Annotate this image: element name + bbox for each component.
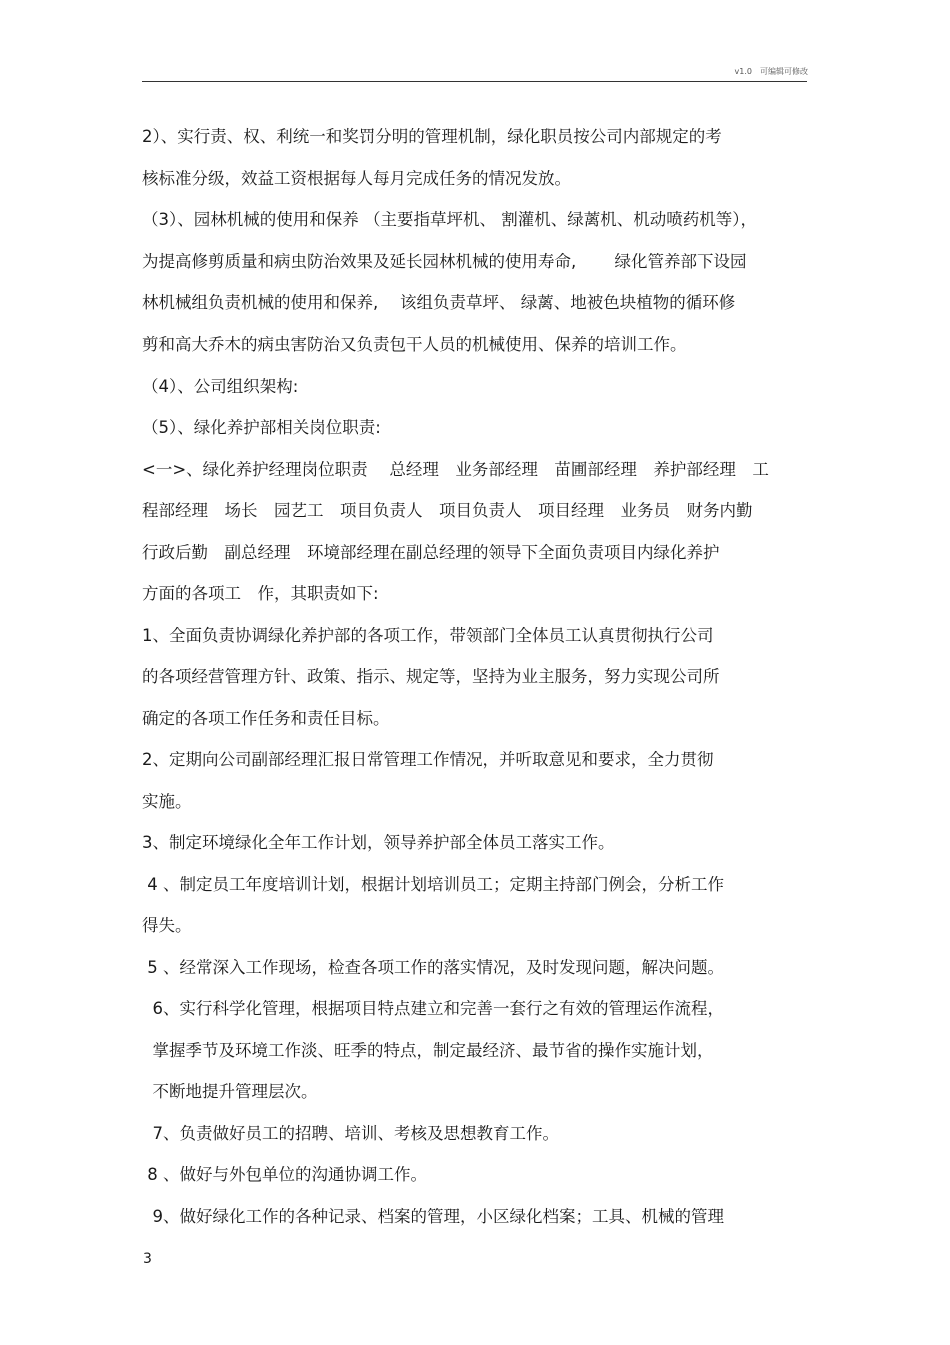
body-line: 1、全面负责协调绿化养护部的各项工作，带领部门全体员工认真贯彻执行公司 [142,626,714,645]
body-line: 方面的各项工 作，其职责如下: [142,584,379,603]
body-line: 剪和高大乔木的病虫害防治又负责包干人员的机械使用、保养的培训工作。 [142,335,687,354]
body-line: 林机械组负责机械的使用和保养, 该组负责草坪、 绿蓠、地被色块植物的循环修 [142,293,736,312]
body-line: 5 、经常深入工作现场，检查各项工作的落实情况，及时发现问题，解决问题。 [142,958,724,977]
body-line: 2、定期向公司副部经理汇报日常管理工作情况，并听取意见和要求，全力贯彻 [142,750,714,769]
body-line: 2）、实行责、权、利统一和奖罚分明的管理机制，绿化职员按公司内部规定的考 [142,127,722,146]
body-line: 程部经理 场长 园艺工 项目负责人 项目负责人 项目经理 业务员 财务内勤 [142,501,753,520]
body-line: 的各项经营管理方针、政策、指示、规定等，坚持为业主服务，努力实现公司所 [142,667,720,686]
body-line: 6、实行科学化管理，根据项目特点建立和完善一套行之有效的管理运作流程， [142,999,724,1018]
body-line: 掌握季节及环境工作淡、旺季的特点，制定最经济、最节省的操作实施计划， [142,1041,714,1060]
body-line: <一>、绿化养护经理岗位职责 总经理 业务部经理 苗圃部经理 养护部经理 工 [142,460,769,479]
body-line: 行政后勤 副总经理 环境部经理在副总经理的领导下全面负责项目内绿化养护 [142,543,720,562]
body-line: 为提高修剪质量和病虫防治效果及延长园林机械的使用寿命, 绿化管养部下设园 [142,252,747,271]
body-line: 不断地提升管理层次。 [142,1082,318,1101]
body-line: （5）、绿化养护部相关岗位职责: [142,418,381,437]
body-line: 4 、制定员工年度培训计划，根据计划培训员工；定期主持部门例会，分析工作 [142,875,724,894]
page-number: 3 [143,1251,152,1267]
body-line: 7、负责做好员工的招聘、培训、考核及思想教育工作。 [142,1124,559,1143]
body-line: 实施。 [142,792,192,811]
body-line: 确定的各项工作任务和责任目标。 [142,709,390,728]
body-line: 3、制定环境绿化全年工作计划，领导养护部全体员工落实工作。 [142,833,615,852]
body-line: 9、做好绿化工作的各种记录、档案的管理，小区绿化档案；工具、机械的管理 [142,1207,724,1226]
header-rule [142,81,807,82]
body-line: 核标准分级，效益工资根据每人每月完成任务的情况发放。 [142,169,571,188]
body-line: 8 、做好与外包单位的沟通协调工作。 [142,1165,427,1184]
body-line: （3）、园林机械的使用和保养 （主要指草坪机、 割灌机、绿蓠机、机动喷药机等）， [142,210,757,229]
body-line: 得失。 [142,916,192,935]
header-version-note: v1.0 可编辑可修改 [734,67,808,76]
body-line: （4）、公司组织架构: [142,377,299,396]
